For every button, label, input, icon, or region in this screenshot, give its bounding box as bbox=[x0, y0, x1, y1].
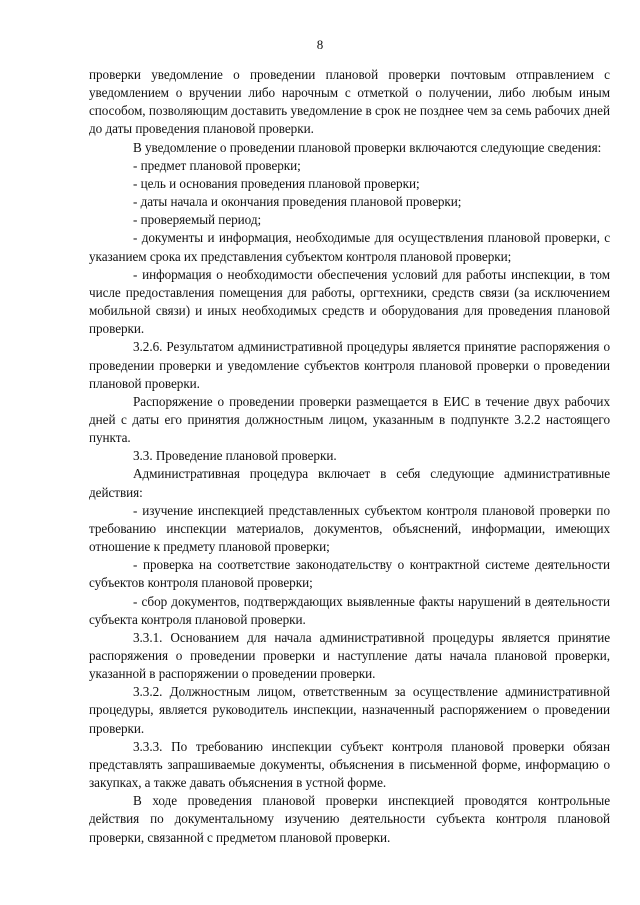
list-item-conditions: - информация о необходимости обеспечения условий для работы инспекции, в том числе предоставления помещения для работы, оргтехники, средств связи (за исключением мобильной связи) и иных необходимых средств и оборудования для проведения плановой проверки. bbox=[89, 266, 610, 337]
paragraph-control-actions: В ходе проведения плановой проверки инспекцией проводятся контрольные действия по документальному изучению деятельности субъекта контроля плановой проверки, связанной с предметом плановой проверки. bbox=[89, 793, 610, 845]
paragraph-3-3-2: 3.3.2. Должностным лицом, ответственным за осуществление административной процедуры, является руководитель инспекции, назначенный распоряжением о проведении проверки. bbox=[89, 684, 610, 736]
document-body bbox=[89, 66, 610, 847]
list-item-documents: - документы и информация, необходимые для осуществления плановой проверки, с указанием срока их представления субъектом контроля плановой проверки; bbox=[89, 230, 610, 264]
list-item-period: - проверяемый период; bbox=[133, 212, 262, 228]
list-item-collect-documents: - сбор документов, подтверждающих выявленные факты нарушений в деятельности субъекта контроля плановой проверки. bbox=[89, 593, 610, 627]
list-item-compliance-check: - проверка на соответствие законодательству о контрактной системе деятельности субъектов контроля плановой проверки; bbox=[89, 557, 610, 591]
list-item-purpose: - цель и основания проведения плановой проверки; bbox=[133, 175, 420, 191]
paragraph-3-2-6: 3.2.6. Результатом административной процедуры является принятие распоряжения о проведении проверки и уведомление субъектов контроля плановой проверки о проведении плановой проверки. bbox=[89, 339, 610, 391]
paragraph-3-3-1: 3.3.1. Основанием для начала административной процедуры является принятие распоряжения о проведении проверки и наступление даты начала плановой проверки, указанной в распоряжении о проведении проверки. bbox=[89, 629, 610, 682]
section-heading-3-3: 3.3. Проведение плановой проверки. bbox=[133, 448, 337, 464]
list-item-dates: - даты начала и окончания проведения плановой проверки; bbox=[133, 194, 462, 210]
paragraph-3-3-3: 3.3.3. По требованию инспекции субъект контроля плановой проверки обязан представлять запрашиваемые документы, объяснения в письменной форме, информацию о закупках, а также давать объяснения в устной форме. bbox=[89, 738, 610, 791]
paragraph-procedure-actions-intro: Административная процедура включает в себя следующие административные действия: bbox=[89, 466, 610, 500]
page-number: 8 bbox=[316, 37, 324, 52]
paragraph-notification-delivery: проверки уведомление о проведении плановой проверки почтовым отправлением с уведомлением о вручении либо нарочным с отметкой о получении, либо любым иным способом, позволяющим доставить уведомление в срок не позднее чем за семь рабочих дней до даты проведения плановой проверки. bbox=[89, 67, 610, 137]
paragraph-notification-contents-intro: В уведомление о проведении плановой проверки включаются следующие сведения: bbox=[133, 139, 602, 155]
list-item-study-materials: - изучение инспекцией представленных субъектом контроля плановой проверки по требованию инспекции материалов, документов, объяснений, информации, имеющих отношение к предмету плановой проверки; bbox=[89, 502, 610, 555]
list-item-subject: - предмет плановой проверки; bbox=[133, 157, 301, 173]
paragraph-eis-publication: Распоряжение о проведении проверки размещается в ЕИС в течение двух рабочих дней с даты его принятия должностным лицом, указанным в подпункте 3.2.2 настоящего пункта. bbox=[89, 393, 610, 446]
